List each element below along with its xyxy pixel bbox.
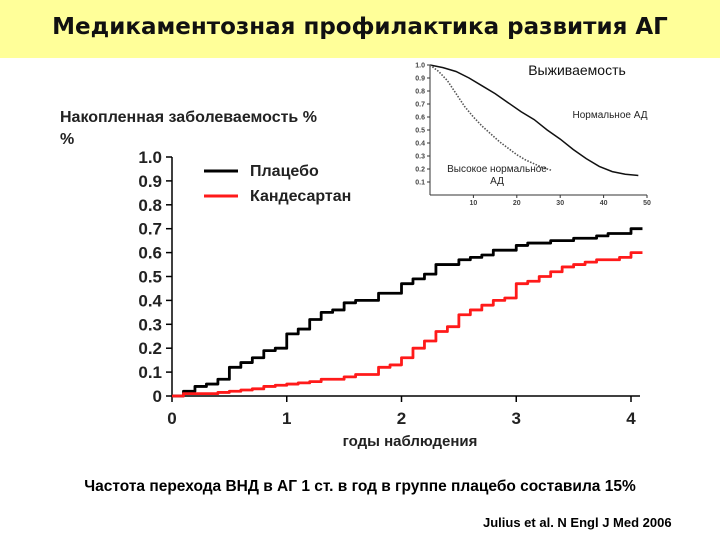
x-tick-label: 1: [282, 409, 292, 428]
x-tick-label: 4: [626, 409, 636, 428]
inset-label-high-normal-bp-line2: АД: [490, 176, 504, 187]
legend-label-placebo: Плацебо: [250, 163, 319, 180]
inset-title: Выживаемость: [528, 62, 626, 78]
inset-y-tick-label: 0.2: [415, 166, 425, 174]
series-line-candesartan: [172, 253, 642, 396]
x-tick-label: 3: [511, 409, 521, 428]
y-axis-label: Накопленная заболеваемость %: [60, 109, 317, 126]
citation: Julius et al. N Engl J Med 2006: [483, 515, 672, 530]
x-tick-label: 2: [396, 409, 407, 428]
inset-y-tick-label: 1.0: [415, 62, 425, 70]
series-line-placebo: [172, 229, 642, 396]
inset-y-tick-label: 0.5: [415, 127, 425, 135]
main-series-lines: [172, 229, 642, 396]
slide-title: Медикаментозная профилактика развития АГ: [52, 14, 668, 40]
inset-y-tick-label: 0.1: [415, 179, 425, 187]
inset-y-tick-label: 0.7: [415, 101, 425, 109]
y-tick-label: 0: [152, 387, 162, 406]
inset-background: [398, 58, 664, 216]
inset-x-tick-label: 30: [556, 200, 565, 207]
y-tick-label: 0.9: [138, 171, 162, 191]
y-tick-label: 0.3: [138, 315, 162, 335]
inset-x-tick-label: 50: [643, 200, 651, 207]
x-tick-label: 0: [167, 409, 177, 428]
y-tick-label: 0.2: [138, 339, 162, 359]
y-axis-label-unit: %: [60, 131, 75, 148]
inset-x-tick-label: 40: [599, 200, 608, 207]
y-tick-label: 0.4: [138, 291, 162, 311]
inset-y-tick-label: 0.9: [415, 75, 425, 83]
inset-x-tick-label: 10: [469, 200, 478, 207]
inset-label-high-normal-bp-line1: Высокое нормальное: [447, 164, 547, 175]
footer-note: Частота перехода ВНД в АГ 1 ст. в год в группе плацебо составила 15%: [84, 478, 636, 495]
inset-x-tick-label: 20: [512, 200, 521, 207]
inset-label-normal-bp: Нормальное АД: [572, 110, 648, 121]
y-tick-label: 0.6: [138, 243, 162, 263]
inset-y-tick-label: 0.6: [415, 114, 425, 122]
y-tick-label: 1.0: [138, 148, 162, 167]
y-tick-label: 0.8: [138, 195, 162, 215]
y-tick-label: 0.7: [138, 219, 162, 239]
y-tick-label: 0.5: [138, 267, 162, 287]
inset-y-tick-label: 0.8: [415, 88, 425, 96]
y-tick-label: 0.1: [138, 363, 162, 383]
inset-chart: [398, 58, 664, 216]
inset-y-tick-label: 0.4: [415, 140, 425, 148]
legend-label-candesartan: Кандесартан: [250, 188, 352, 205]
inset-y-tick-label: 0.3: [415, 153, 425, 161]
x-axis-label: годы наблюдения: [342, 433, 478, 450]
main-legend: [204, 163, 351, 205]
